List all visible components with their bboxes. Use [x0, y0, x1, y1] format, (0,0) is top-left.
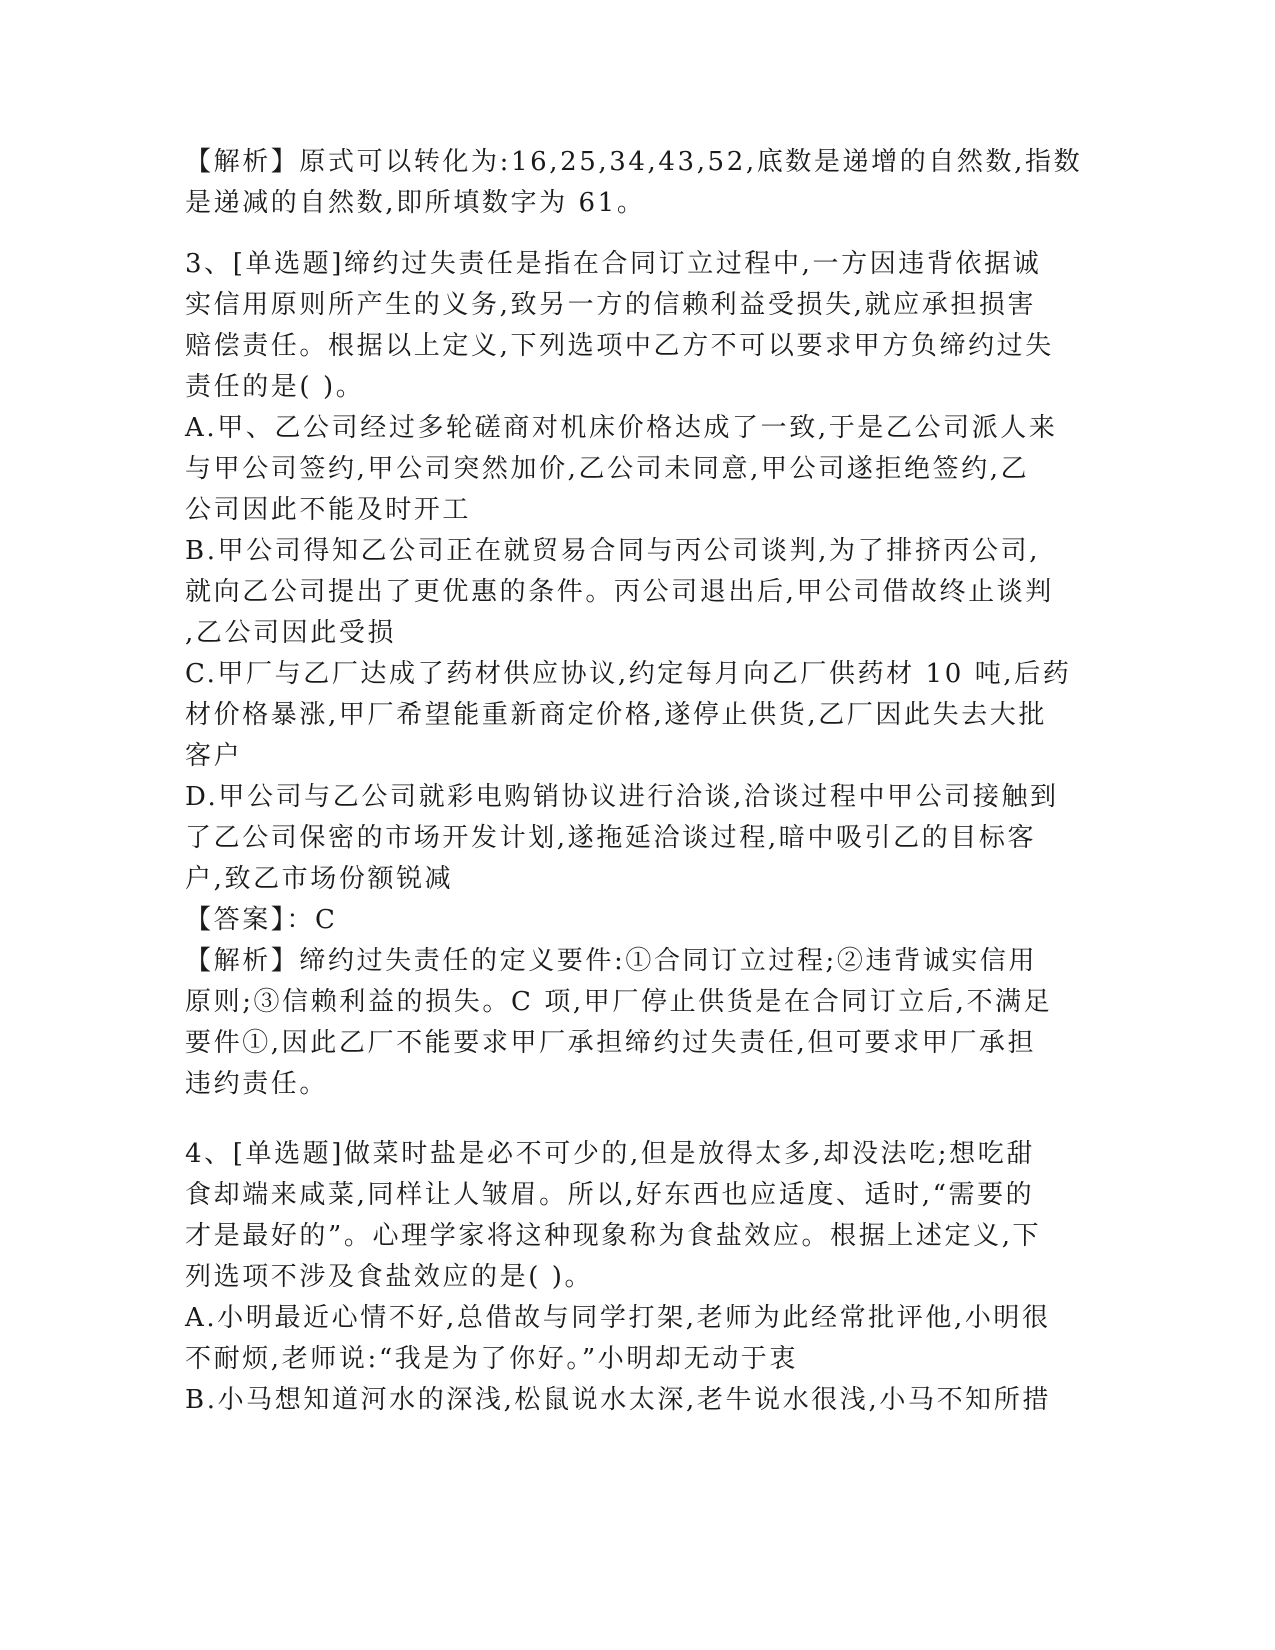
text-line: 【解析】原式可以转化为:16,25,34,43,52,底数是递增的自然数,指数: [185, 147, 1083, 177]
text-line: 与甲公司签约,甲公司突然加价,乙公司未同意,甲公司遂拒绝签约,乙: [185, 454, 1030, 484]
text-line: 3、[单选题]缔约过失责任是指在合同订立过程中,一方因违背依据诚: [185, 249, 1042, 279]
text-line: 【解析】缔约过失责任的定义要件:①合同订立过程;②违背诚实信用: [185, 946, 1038, 976]
text-line: 责任的是( )。: [185, 372, 365, 402]
text-line: A.小明最近心情不好,总借故与同学打架,老师为此经常批评他,小明很: [185, 1303, 1051, 1333]
text-line: 食却端来咸菜,同样让人皱眉。所以,好东西也应适度、适时,“需要的: [185, 1180, 1035, 1210]
text-line: C.甲厂与乙厂达成了药材供应协议,约定每月向乙厂供药材 10 吨,后药: [185, 659, 1072, 689]
text-line: 客户: [185, 741, 243, 771]
text-line: A.甲、乙公司经过多轮磋商对机床价格达成了一致,于是乙公司派人来: [185, 413, 1058, 443]
text-line: B.甲公司得知乙公司正在就贸易合同与丙公司谈判,为了排挤丙公司,: [185, 536, 1041, 566]
text-line: 赔偿责任。根据以上定义,下列选项中乙方不可以要求甲方负缔约过失: [185, 331, 1054, 361]
text-line: 列选项不涉及食盐效应的是( )。: [185, 1262, 594, 1292]
text-line: 违约责任。: [185, 1069, 329, 1099]
text-line: 要件①,因此乙厂不能要求甲厂承担缔约过失责任,但可要求甲厂承担: [185, 1028, 1037, 1058]
text-line: 原则;③信赖利益的损失。C 项,甲厂停止供货是在合同订立后,不满足: [185, 987, 1053, 1017]
text-line: 公司因此不能及时开工: [185, 495, 472, 525]
text-line: 实信用原则所产生的义务,致另一方的信赖利益受损失,就应承担损害: [185, 290, 1037, 320]
text-line: 【答案】：C: [185, 905, 338, 935]
text-line: 4、[单选题]做菜时盐是必不可少的,但是放得太多,却没法吃;想吃甜: [185, 1139, 1035, 1169]
text-line: 了乙公司保密的市场开发计划,遂拖延洽谈过程,暗中吸引乙的目标客: [185, 823, 1037, 853]
text-line: B.小马想知道河水的深浅,松鼠说水太深,老牛说水很浅,小马不知所措: [185, 1385, 1051, 1415]
text-line: D.甲公司与乙公司就彩电购销协议进行洽谈,洽谈过程中甲公司接触到: [185, 782, 1059, 812]
text-line: 不耐烦,老师说:“我是为了你好。”小明却无动于衷: [185, 1344, 799, 1374]
text-line: ,乙公司因此受损: [185, 618, 397, 648]
text-line: 就向乙公司提出了更优惠的条件。丙公司退出后,甲公司借故终止谈判: [185, 577, 1054, 607]
text-line: 是递减的自然数,即所填数字为 61。: [185, 188, 646, 218]
text-line: 才是最好的”。心理学家将这种现象称为食盐效应。根据上述定义,下: [185, 1221, 1042, 1251]
text-line: 材价格暴涨,甲厂希望能重新商定价格,遂停止供货,乙厂因此失去大批: [185, 700, 1047, 730]
text-line: 户,致乙市场份额锐减: [185, 864, 454, 894]
